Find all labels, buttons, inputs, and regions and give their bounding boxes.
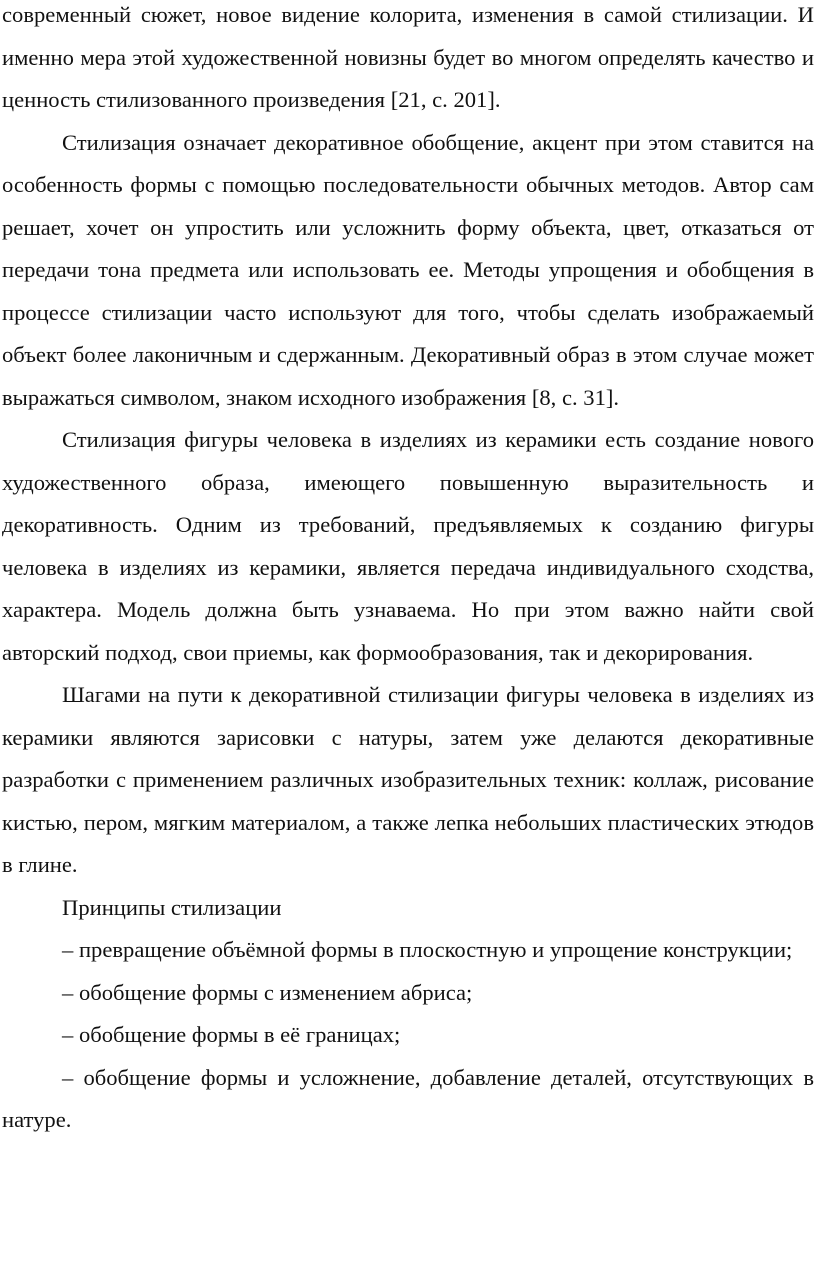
paragraph-stylization-definition: Стилизация означает декоративное обобщение, акцент при этом ставится на особенность формы с помощью последовательности обычных методов. Автор сам решает, хочет он упростить или усложнить форму объекта, цвет, отказаться от передачи тона предмета или использовать ее. Методы упрощения и обобщения в процессе стилизации часто используют для того, чтобы сделать изображаемый объект более лаконичным и сдержанным. Декоративный образ в этом случае может выражаться символом, знаком исходного изображения [8, с. 31].: [2, 129, 814, 410]
paragraph-continuation: современный сюжет, новое видение колорита, изменения в самой стилизации. И именно мера этой художественной новизны будет во многом определять качество и ценность стилизованного произведения [21, с. 201].: [2, 2, 814, 112]
paragraph-human-figure-ceramics: Стилизация фигуры человека в изделиях из керамики есть создание нового художественного образа, имеющего повышенную выразительность и декоративность. Одним из требований, предъявляемых к созданию фигуры человека в изделиях из керамики, является передача индивидуального сходства, характера. Модель должна быть узнаваема. Но при этом важно найти свой авторский подход, свои приемы, как формообразования, так и декорирования.: [2, 427, 814, 665]
principles-heading: Принципы стилизации: [62, 894, 282, 920]
list-item-principle-3: – обобщение формы в её границах;: [62, 1022, 401, 1047]
list-item-principle-4: – обобщение формы и усложнение, добавление деталей, отсутствующих в натуре.: [2, 1064, 814, 1132]
list-item-principle-1: – превращение объёмной формы в плоскостную и упрощение конструкции;: [62, 937, 793, 962]
list-item-principle-2: – обобщение формы с изменением абриса;: [62, 979, 473, 1005]
paragraph-steps: Шагами на пути к декоративной стилизации фигуры человека в изделиях из керамики являются зарисовки с натуры, затем уже делаются декоративные разработки с применением различных изобразительных техник: коллаж, рисование кистью, пером, мягким материалом, а также лепка небольших пластических этюдов в глине.: [2, 682, 814, 877]
